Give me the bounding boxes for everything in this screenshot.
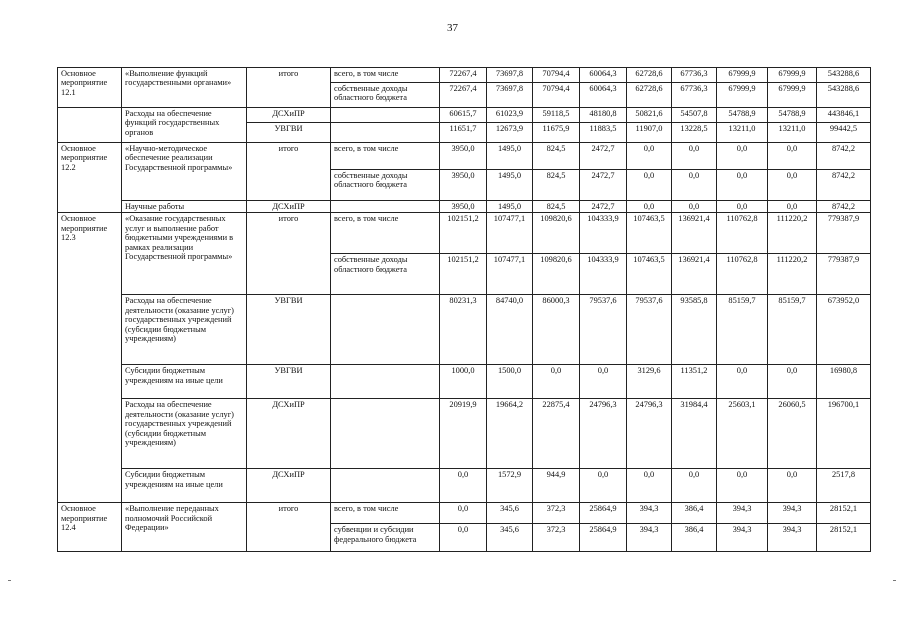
table-row [58,201,871,213]
value-cell: 3950,0 [440,201,487,213]
budget-table [57,67,871,552]
value-cell: 0,0 [768,365,817,399]
value-cell: 136921,4 [672,213,717,254]
table-row [58,143,871,170]
value-cell: 136921,4 [672,254,717,295]
value-cell: 13228,5 [672,123,717,143]
source-cell [331,123,440,143]
source-cell: собственные доходы областного бюджета [331,254,440,295]
value-cell: 0,0 [580,469,627,503]
value-cell: 60064,3 [580,68,627,83]
value-cell: 0,0 [533,365,580,399]
value-cell: 104333,9 [580,213,627,254]
value-cell: 345,6 [487,524,533,552]
description-cell: «Научно-методическое обеспечение реализации Государственной программы» [122,143,247,201]
source-cell: всего, в том числе [331,503,440,524]
executor-cell: итого [247,213,331,295]
total-cell: 28152,1 [817,503,871,524]
value-cell: 824,5 [533,143,580,170]
value-cell: 3950,0 [440,143,487,170]
table-row [58,108,871,123]
value-cell: 386,4 [672,524,717,552]
table-row [58,469,871,503]
value-cell: 50821,6 [627,108,672,123]
total-cell: 443846,1 [817,108,871,123]
total-cell: 8742,2 [817,170,871,201]
source-cell: всего, в том числе [331,143,440,170]
executor-cell: ДСХиПР [247,399,331,469]
value-cell: 394,3 [627,503,672,524]
value-cell: 1495,0 [487,143,533,170]
value-cell: 60615,7 [440,108,487,123]
total-cell: 543288,6 [817,68,871,83]
value-cell: 0,0 [768,143,817,170]
total-cell: 779387,9 [817,213,871,254]
value-cell: 107477,1 [487,213,533,254]
value-cell: 62728,6 [627,68,672,83]
value-cell: 25864,9 [580,524,627,552]
value-cell: 104333,9 [580,254,627,295]
value-cell: 107463,5 [627,213,672,254]
value-cell: 11907,0 [627,123,672,143]
total-cell: 543288,6 [817,83,871,108]
value-cell: 372,3 [533,503,580,524]
value-cell: 80231,3 [440,295,487,365]
total-cell: 16980,8 [817,365,871,399]
value-cell: 24796,3 [627,399,672,469]
source-cell [331,108,440,123]
value-cell: 60064,3 [580,83,627,108]
table-row [58,399,871,469]
total-cell: 99442,5 [817,123,871,143]
value-cell: 48180,8 [580,108,627,123]
value-cell: 62728,6 [627,83,672,108]
source-cell [331,469,440,503]
executor-cell: итого [247,68,331,108]
value-cell: 0,0 [717,365,768,399]
value-cell: 107477,1 [487,254,533,295]
total-cell: 673952,0 [817,295,871,365]
value-cell: 109820,6 [533,213,580,254]
value-cell: 59118,5 [533,108,580,123]
value-cell: 0,0 [672,170,717,201]
value-cell: 70794,4 [533,83,580,108]
page-number: 37 [447,22,458,34]
value-cell: 61023,9 [487,108,533,123]
value-cell: 24796,3 [580,399,627,469]
executor-cell: ДСХиПР [247,108,331,123]
empty-cell [58,108,122,143]
value-cell: 54788,9 [717,108,768,123]
source-cell [331,399,440,469]
measure-cell: Основное мероприятие 12.1 [58,68,122,108]
value-cell: 79537,6 [580,295,627,365]
table-row [58,213,871,254]
value-cell: 0,0 [440,469,487,503]
total-cell: 8742,2 [817,143,871,170]
source-cell: всего, в том числе [331,213,440,254]
value-cell: 13211,0 [768,123,817,143]
value-cell: 111220,2 [768,254,817,295]
table-row [58,365,871,399]
total-cell: 2517,8 [817,469,871,503]
value-cell: 13211,0 [717,123,768,143]
value-cell: 102151,2 [440,213,487,254]
value-cell: 3950,0 [440,170,487,201]
value-cell: 11675,9 [533,123,580,143]
value-cell: 67736,3 [672,68,717,83]
value-cell: 394,3 [717,503,768,524]
executor-cell: УВГВИ [247,295,331,365]
value-cell: 386,4 [672,503,717,524]
description-cell: Субсидии бюджетным учреждениям на иные цели [122,469,247,503]
total-cell: 779387,9 [817,254,871,295]
value-cell: 67999,9 [717,83,768,108]
executor-cell: ДСХиПР [247,469,331,503]
value-cell: 0,0 [627,469,672,503]
value-cell: 1500,0 [487,365,533,399]
executor-cell: УВГВИ [247,365,331,399]
total-cell: 28152,1 [817,524,871,552]
value-cell: 19664,2 [487,399,533,469]
total-cell: 8742,2 [817,201,871,213]
source-cell: собственные доходы областного бюджета [331,170,440,201]
value-cell: 0,0 [717,143,768,170]
measure-cell: Основное мероприятие 12.2 [58,143,122,213]
value-cell: 2472,7 [580,143,627,170]
measure-cell: Основное мероприятие 12.3 [58,213,122,503]
value-cell: 0,0 [672,143,717,170]
value-cell: 0,0 [717,201,768,213]
scan-mark [893,580,896,581]
value-cell: 2472,7 [580,170,627,201]
description-cell: Расходы на обеспечение функций государственных органов [122,108,247,143]
description-cell: Научные работы [122,201,247,213]
value-cell: 67999,9 [768,68,817,83]
description-cell: Субсидии бюджетным учреждениям на иные цели [122,365,247,399]
value-cell: 93585,8 [672,295,717,365]
source-cell: собственные доходы областного бюджета [331,83,440,108]
source-cell [331,365,440,399]
value-cell: 11651,7 [440,123,487,143]
value-cell: 25864,9 [580,503,627,524]
value-cell: 25603,1 [717,399,768,469]
value-cell: 26060,5 [768,399,817,469]
value-cell: 1000,0 [440,365,487,399]
value-cell: 2472,7 [580,201,627,213]
value-cell: 20919,9 [440,399,487,469]
value-cell: 107463,5 [627,254,672,295]
value-cell: 824,5 [533,201,580,213]
value-cell: 0,0 [717,170,768,201]
value-cell: 0,0 [768,469,817,503]
source-cell [331,295,440,365]
value-cell: 372,3 [533,524,580,552]
value-cell: 31984,4 [672,399,717,469]
description-cell: Расходы на обеспечение деятельности (оказание услуг) государственных учреждений (субсидии бюджетным учреждениям) [122,295,247,365]
scan-mark [8,580,11,581]
measure-cell: Основное мероприятие 12.4 [58,503,122,552]
table-row [58,503,871,524]
value-cell: 394,3 [768,503,817,524]
value-cell: 86000,3 [533,295,580,365]
source-cell [331,201,440,213]
value-cell: 67999,9 [768,83,817,108]
value-cell: 0,0 [672,469,717,503]
value-cell: 70794,4 [533,68,580,83]
value-cell: 111220,2 [768,213,817,254]
value-cell: 0,0 [580,365,627,399]
value-cell: 0,0 [440,503,487,524]
value-cell: 0,0 [440,524,487,552]
value-cell: 79537,6 [627,295,672,365]
value-cell: 0,0 [627,201,672,213]
table-row [58,68,871,83]
value-cell: 54788,9 [768,108,817,123]
value-cell: 0,0 [672,201,717,213]
value-cell: 0,0 [768,201,817,213]
value-cell: 72267,4 [440,68,487,83]
source-cell: субвенции и субсидии федерального бюджета [331,524,440,552]
value-cell: 110762,8 [717,254,768,295]
value-cell: 0,0 [627,170,672,201]
value-cell: 1495,0 [487,201,533,213]
value-cell: 0,0 [768,170,817,201]
value-cell: 12673,9 [487,123,533,143]
value-cell: 1495,0 [487,170,533,201]
value-cell: 85159,7 [717,295,768,365]
executor-cell: итого [247,503,331,552]
value-cell: 394,3 [768,524,817,552]
value-cell: 102151,2 [440,254,487,295]
value-cell: 67999,9 [717,68,768,83]
total-cell: 196700,1 [817,399,871,469]
value-cell: 11351,2 [672,365,717,399]
value-cell: 73697,8 [487,83,533,108]
value-cell: 1572,9 [487,469,533,503]
value-cell: 84740,0 [487,295,533,365]
table-row [58,295,871,365]
value-cell: 72267,4 [440,83,487,108]
value-cell: 110762,8 [717,213,768,254]
value-cell: 109820,6 [533,254,580,295]
value-cell: 11883,5 [580,123,627,143]
value-cell: 22875,4 [533,399,580,469]
executor-cell: ДСХиПР [247,201,331,213]
value-cell: 394,3 [717,524,768,552]
value-cell: 3129,6 [627,365,672,399]
source-cell: всего, в том числе [331,68,440,83]
executor-cell: итого [247,143,331,201]
executor-cell: УВГВИ [247,123,331,143]
description-cell: Расходы на обеспечение деятельности (оказание услуг) государственных учреждений (субсидии бюджетным учреждениям) [122,399,247,469]
description-cell: «Выполнение переданных полномочий Российской Федерации» [122,503,247,552]
value-cell: 394,3 [627,524,672,552]
value-cell: 54507,8 [672,108,717,123]
value-cell: 824,5 [533,170,580,201]
value-cell: 73697,8 [487,68,533,83]
description-cell: «Выполнение функций государственными органами» [122,68,247,108]
value-cell: 0,0 [717,469,768,503]
value-cell: 944,9 [533,469,580,503]
description-cell: «Оказание государственных услуг и выполнение работ бюджетными учреждениями в рамках реализации Государственной программы» [122,213,247,295]
value-cell: 85159,7 [768,295,817,365]
value-cell: 345,6 [487,503,533,524]
value-cell: 67736,3 [672,83,717,108]
value-cell: 0,0 [627,143,672,170]
